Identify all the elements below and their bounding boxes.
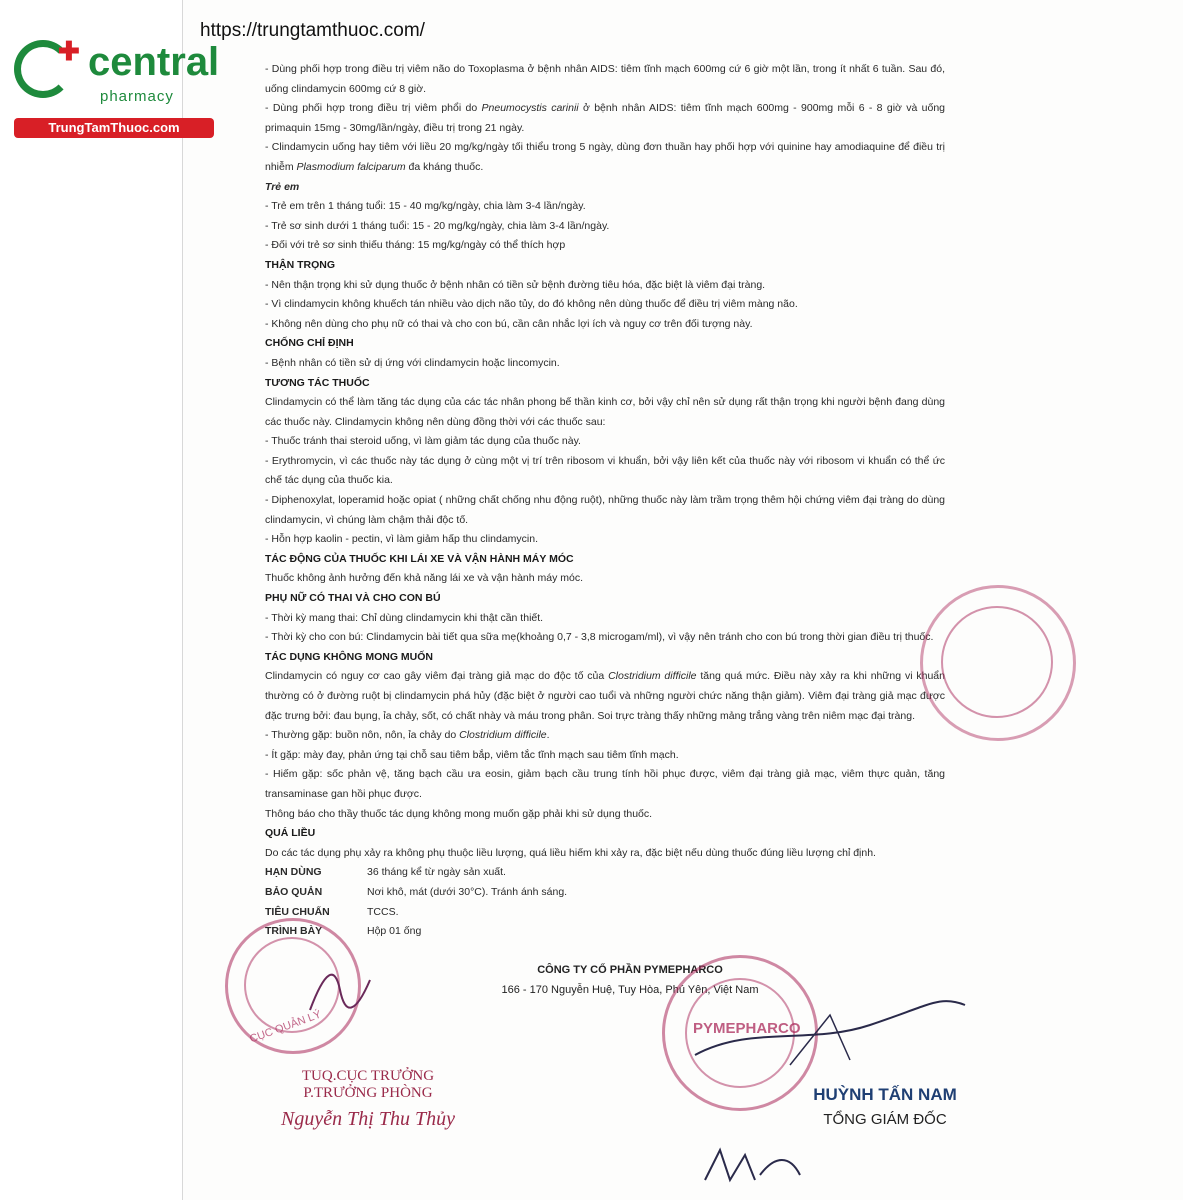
children-heading: Trẻ em xyxy=(265,180,300,193)
text: đa kháng thuốc. xyxy=(405,160,484,173)
side-effect-report: Thông báo cho thầy thuốc tác dụng không mong muốn gặp phải khi sử dụng thuốc. xyxy=(265,807,653,820)
children-dose-2: - Trẻ sơ sinh dưới 1 tháng tuổi: 15 - 20 mg/kg/ngày, chia làm 3-4 lần/ngày. xyxy=(265,219,610,232)
dose-toxoplasma: - Dùng phối hợp trong điều trị viêm não do Toxoplasma ở bệnh nhân AIDS: tiêm tĩnh mạch 600mg cứ 6 giờ một lần, trong ít nhất 6 tuần. Sau đó, uống clindamycin 600mg cứ 8 giờ. xyxy=(265,63,945,95)
logo-name: central xyxy=(88,40,220,84)
company-stamp-text: PYMEPHARCO xyxy=(693,1020,801,1037)
central-pharmacy-logo[interactable] xyxy=(10,36,220,138)
left-signatory xyxy=(268,1068,468,1131)
organism: Clostridium difficile xyxy=(459,729,547,742)
left-signature-scribble xyxy=(300,960,380,1020)
side-effects-intro xyxy=(265,667,945,726)
text: - Clindamycin uống hay tiêm với liều 20 mg/kg/ngày tối thiểu trong 5 ngày, dùng đơn thuần hay phối hợp với quinine hay amodiaquine để điều trị nhiễm xyxy=(265,141,945,173)
side-effect-common xyxy=(265,726,945,746)
dose-pneumocystis xyxy=(265,99,945,138)
text: - Dùng phối hợp trong điều trị viêm phổi do xyxy=(265,102,482,115)
children-dose-3: - Đối với trẻ sơ sinh thiếu tháng: 15 mg/kg/ngày có thể thích hợp xyxy=(265,239,566,252)
overdose-heading: QUÁ LIỀU xyxy=(265,827,316,840)
text: ở bệnh nhân AIDS: tiêm tĩnh mạch 600mg - 900mg mỗi 6 - 8 giờ và uống primaquin 15mg - 30mg/lần/ngày, điều trị trong 21 ngày. xyxy=(265,102,946,134)
storage-value: Nơi khô, mát (dưới 30°C). Tránh ánh sáng. xyxy=(367,885,568,898)
side-effect-uncommon: - Ít gặp: mày đay, phản ứng tại chỗ sau tiêm bắp, viêm tắc tĩnh mạch sau tiêm tĩnh mạch. xyxy=(265,748,679,761)
signatory-name: Nguyễn Thị Thu Thủy xyxy=(281,1108,455,1130)
text: . xyxy=(546,729,550,742)
side-effect-rare: - Hiếm gặp: sốc phản vệ, tăng bạch cầu ưa eosin, giảm bạch cầu trung tính hồi phục được, viêm đại tràng giả mạc, viêm thực quản, tăng transaminase gan hồi phục được. xyxy=(265,768,945,800)
director-name: HUỲNH TẤN NAM xyxy=(813,1085,957,1104)
interactions-heading: TƯƠNG TÁC THUỐC xyxy=(265,376,370,389)
text: tăng quá mức. Điều này xảy ra khi những vi khuẩn thường có ở đường ruột bị clindamycin phá hủy (đặc biệt ở người cao tuổi và những người chức năng thận giảm). Viêm đại tràng giả mạc được đặc trưng bởi: đau bụng, ỉa chảy, sốt, có chất nhày và máu trong phân. Soi trực tràng thấy những mảng trắng vàng trên niêm mạc đại tràng. xyxy=(265,670,945,722)
director-title: TỔNG GIÁM ĐỐC xyxy=(823,1111,947,1128)
driving-text: Thuốc không ảnh hưởng đến khả năng lái xe và vận hành máy móc. xyxy=(265,572,584,585)
precautions-heading: THẬN TRỌNG xyxy=(265,258,335,271)
contraindications-heading: CHỐNG CHỈ ĐỊNH xyxy=(265,337,354,350)
precaution-2: - Vì clindamycin không khuếch tán nhiều vào dịch não tủy, do đó không nên dùng thuốc để điều trị viêm màng não. xyxy=(265,298,798,311)
children-dose-1: - Trẻ em trên 1 tháng tuổi: 15 - 40 mg/kg/ngày, chia làm 3-4 lần/ngày. xyxy=(265,200,586,213)
pregnancy-2: - Thời kỳ cho con bú: Clindamycin bài tiết qua sữa mẹ(khoảng 0,7 - 3,8 microgam/ml), vì vậy nên tránh cho con bú trong thời gian điều trị thuốc. xyxy=(265,631,934,644)
packaging-value: Hộp 01 ống xyxy=(367,925,422,938)
interaction-1: - Thuốc tránh thai steroid uống, vì làm giảm tác dụng của thuốc này. xyxy=(265,435,581,448)
logo-site: TrungTamThuoc.com xyxy=(14,118,214,138)
source-url[interactable]: https://trungtamthuoc.com/ xyxy=(200,20,425,41)
company-name: CÔNG TY CỔ PHẦN PYMEPHARCO xyxy=(537,964,723,976)
company-signature-scribble xyxy=(690,985,970,1075)
signatory-title-2: P.TRƯỞNG PHÒNG xyxy=(303,1085,433,1101)
standard-label: TIÊU CHUẨN xyxy=(265,905,330,918)
margin-stamp-inner-ring xyxy=(941,606,1053,718)
organism: Clostridium difficile xyxy=(608,670,697,683)
shelf-life-label: HẠN DÙNG xyxy=(265,866,322,879)
company-address: 166 - 170 Nguyễn Huệ, Tuy Hòa, Phú Yên, Việt Nam xyxy=(501,984,759,996)
packaging-row xyxy=(265,922,945,942)
contraindication-1: - Bệnh nhân có tiền sử dị ứng với clindamycin hoặc lincomycin. xyxy=(265,356,560,369)
logo-sub: pharmacy xyxy=(100,88,174,105)
precaution-3: - Không nên dùng cho phụ nữ có thai và cho con bú, cần cân nhắc lợi ích và nguy cơ trên đối tượng này. xyxy=(265,317,753,330)
text: - Thường gặp: buồn nôn, nôn, ỉa chảy do xyxy=(265,729,460,742)
shelf-life-row xyxy=(265,863,945,883)
logo-cross-icon: ✚ xyxy=(58,36,80,66)
interaction-4: - Hỗn hợp kaolin - pectin, vì làm giảm hấp thu clindamycin. xyxy=(265,533,539,546)
shelf-life-value: 36 tháng kể từ ngày sản xuất. xyxy=(367,866,506,879)
organism: Pneumocystis carinii xyxy=(481,102,579,115)
leaflet-text xyxy=(265,60,945,942)
overdose-text: Do các tác dụng phụ xảy ra không phụ thuộc liều lượng, quá liều hiếm khi xảy ra, đặc biệt nếu dùng thuốc đúng liều lượng chỉ định. xyxy=(265,846,876,859)
text: Clindamycin có nguy cơ cao gây viêm đại tràng giả mạc do độc tố của xyxy=(265,670,609,683)
side-effects-heading: TÁC DỤNG KHÔNG MONG MUỐN xyxy=(265,650,433,663)
storage-label: BẢO QUẢN xyxy=(265,885,323,898)
interaction-3: - Diphenoxylat, loperamid hoặc opiat ( những chất chống nhu động ruột), những thuốc này làm trầm trọng thêm hội chứng viêm đại tràng do dùng clindamycin, vì chúng làm chậm thải độc tố. xyxy=(265,494,945,526)
interaction-2: - Erythromycin, vì các thuốc này tác dụng ở cùng một vị trí trên ribosom vi khuẩn, bởi vậy liên kết của thuốc này với ribosom vi khuẩn có thể ức chế tác dụng của thuốc kia. xyxy=(265,454,945,487)
standard-row xyxy=(265,903,945,923)
interactions-intro: Clindamycin có thể làm tăng tác dụng của các tác nhân phong bế thần kinh cơ, bởi vậy chỉ nên sử dụng rất thận trọng khi người bệnh đang dùng các thuốc này. Clindamycin không nên dùng đồng thời với các thuốc sau: xyxy=(265,396,945,428)
dose-malaria xyxy=(265,138,945,177)
bottom-initials-scribble xyxy=(700,1145,810,1190)
driving-heading: TÁC ĐỘNG CỦA THUỐC KHI LÁI XE VÀ VẬN HÀNH MÁY MÓC xyxy=(265,552,574,565)
signatory-title-1: TUQ.CỤC TRƯỞNG xyxy=(301,1068,435,1084)
standard-value: TCCS. xyxy=(367,905,399,918)
pregnancy-heading: PHỤ NỮ CÓ THAI VÀ CHO CON BÚ xyxy=(265,592,441,605)
organism: Plasmodium falciparum xyxy=(296,160,406,173)
pregnancy-1: - Thời kỳ mang thai: Chỉ dùng clindamycin khi thật cần thiết. xyxy=(265,611,544,624)
authority-stamp-text: CỤC QUẢN LÝ xyxy=(248,1008,323,1046)
packaging-label: TRÌNH BÀY xyxy=(265,925,323,938)
storage-row xyxy=(265,883,945,903)
margin-stamp xyxy=(920,585,1076,741)
precaution-1: - Nên thận trọng khi sử dụng thuốc ở bệnh nhân có tiền sử bệnh đường tiêu hóa, đặc biệt là viêm đại tràng. xyxy=(265,278,766,291)
director-block xyxy=(790,1085,980,1128)
